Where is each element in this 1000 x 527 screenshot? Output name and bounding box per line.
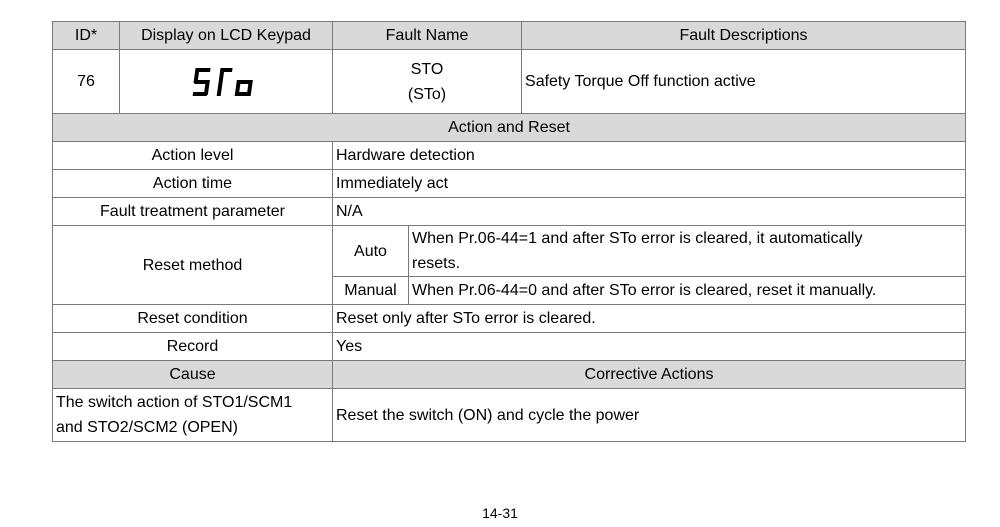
table-row	[53, 142, 966, 170]
table-header-row	[53, 22, 966, 50]
reset-method-label: Reset method	[53, 226, 333, 305]
action-time-value: Immediately act	[333, 170, 966, 198]
fault-name-cell	[333, 50, 522, 114]
reset-condition-value: Reset only after STo error is cleared.	[333, 305, 966, 333]
fault-name-line1: STO	[410, 60, 444, 78]
action-time-label: Action time	[53, 170, 333, 198]
page-number: 14-31	[482, 505, 518, 521]
action-level-label: Action level	[53, 142, 333, 170]
record-value: Yes	[333, 333, 966, 361]
table-row	[53, 333, 966, 361]
header-display: Display on LCD Keypad	[120, 22, 333, 50]
corrective-header: Corrective Actions	[333, 361, 966, 389]
fault-id: 76	[53, 50, 120, 114]
cause-header: Cause	[53, 361, 333, 389]
cause-header-row	[53, 361, 966, 389]
action-level-value: Hardware detection	[333, 142, 966, 170]
cause-cell	[53, 389, 333, 442]
cause-line2: and STO2/SCM2 (OPEN)	[56, 419, 238, 436]
action-reset-title-row	[53, 114, 966, 142]
fault-param-value: N/A	[333, 198, 966, 226]
reset-method-auto-row	[53, 226, 966, 277]
reset-auto-line1: When Pr.06-44=1 and after STo error is cleared, it automatically	[412, 230, 863, 247]
fault-description: Safety Torque Off function active	[522, 50, 966, 114]
header-id: ID*	[53, 22, 120, 50]
record-label: Record	[53, 333, 333, 361]
reset-manual-label: Manual	[333, 277, 409, 305]
reset-auto-label: Auto	[333, 226, 409, 277]
corrective-action: Reset the switch (ON) and cycle the power	[333, 389, 966, 442]
lcd-seven-segment-icon	[191, 65, 261, 99]
reset-manual-text: When Pr.06-44=0 and after STo error is cleared, reset it manually.	[409, 277, 966, 305]
action-reset-title: Action and Reset	[53, 114, 966, 142]
reset-auto-text	[409, 226, 966, 277]
fault-row	[53, 50, 966, 114]
lcd-display	[120, 50, 333, 114]
fault-param-label: Fault treatment parameter	[53, 198, 333, 226]
table-row	[53, 170, 966, 198]
cause-row	[53, 389, 966, 442]
reset-auto-line2: resets.	[412, 255, 461, 272]
header-fault-name: Fault Name	[333, 22, 522, 50]
cause-line1: The switch action of STO1/SCM1	[56, 394, 293, 411]
header-fault-desc: Fault Descriptions	[522, 22, 966, 50]
table-row	[53, 305, 966, 333]
fault-name-line2: (STo)	[407, 85, 447, 103]
reset-condition-label: Reset condition	[53, 305, 333, 333]
fault-table	[52, 21, 966, 442]
table-row	[53, 198, 966, 226]
